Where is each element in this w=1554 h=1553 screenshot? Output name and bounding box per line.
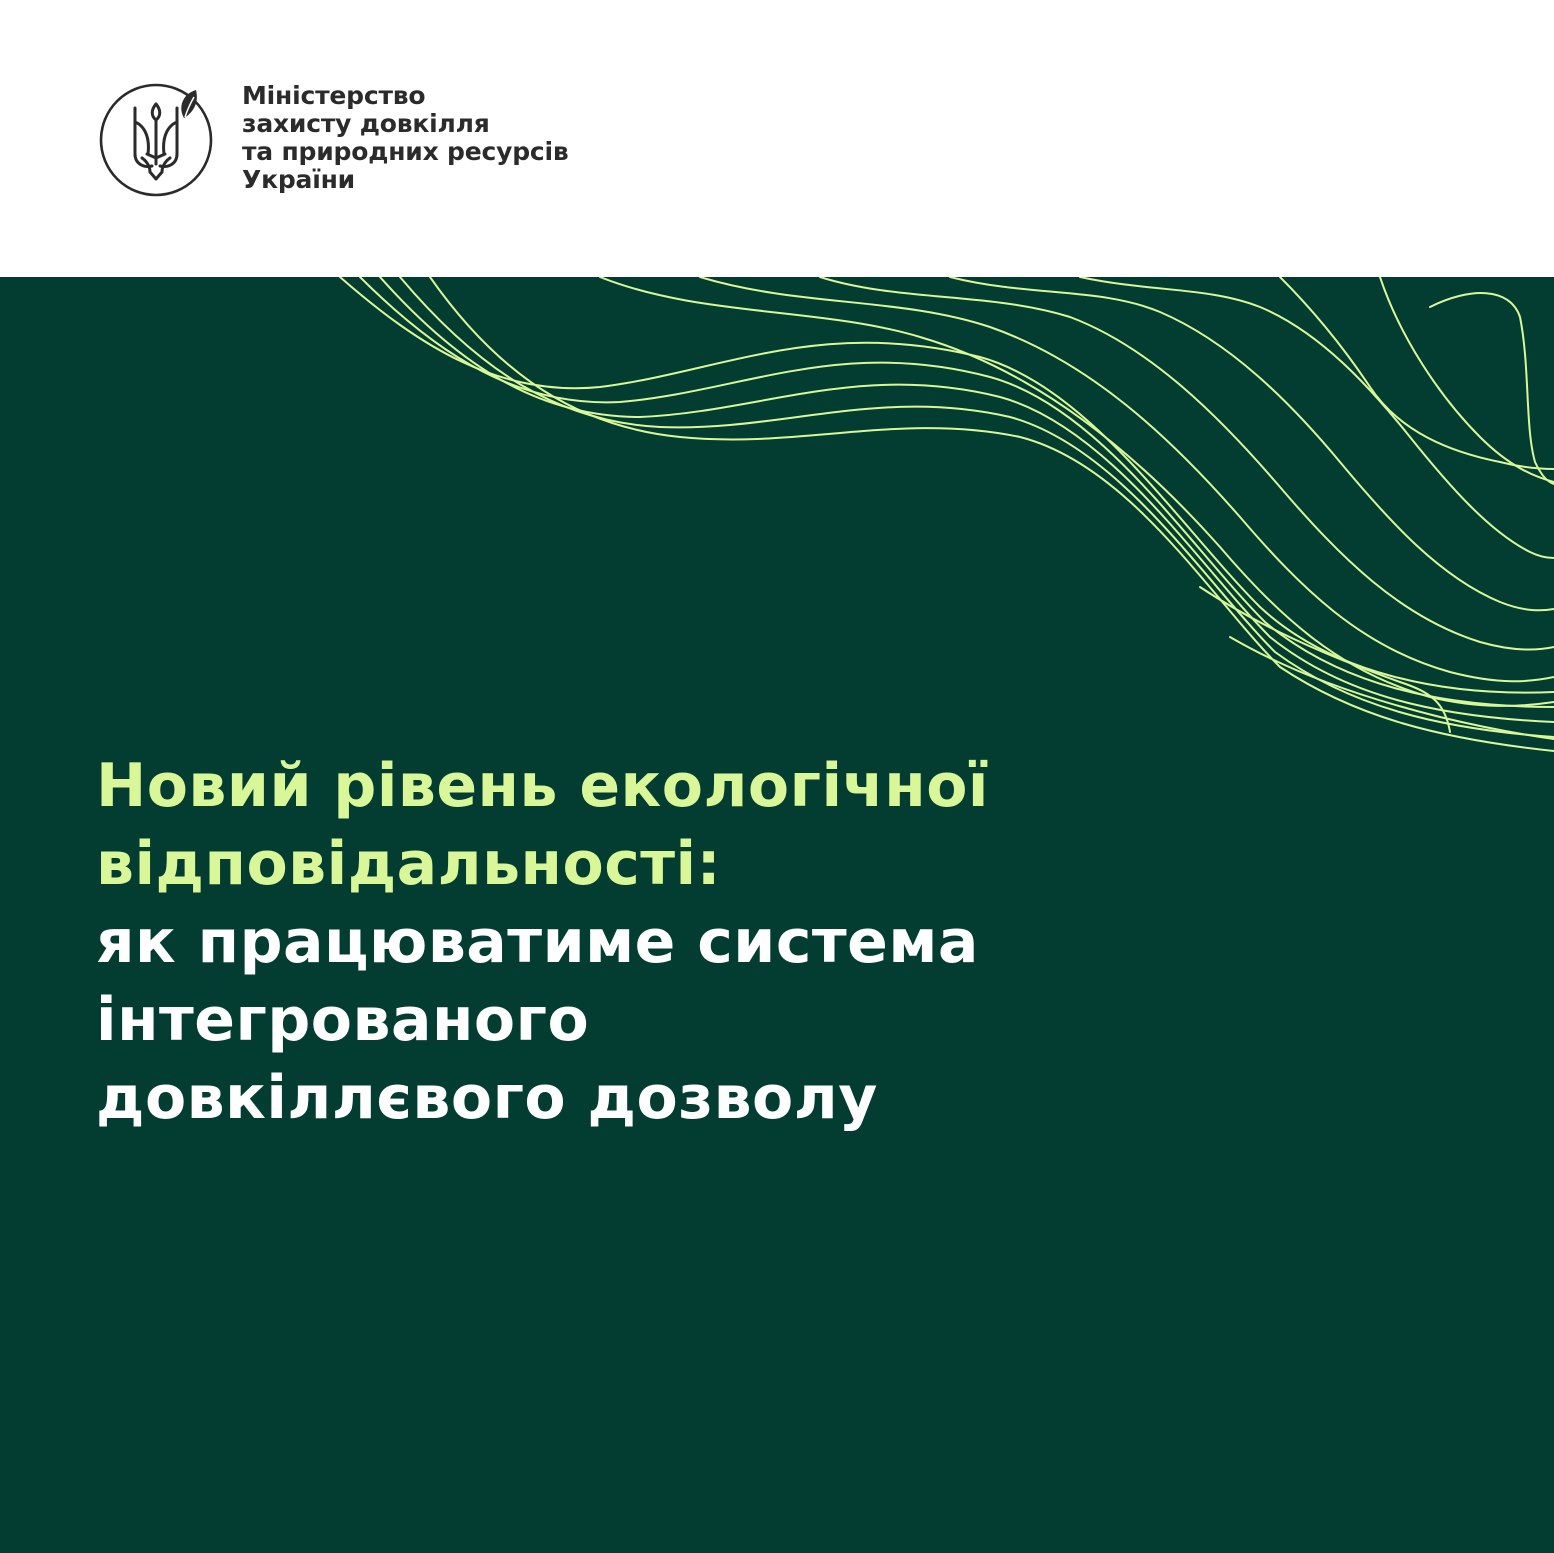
ministry-name-line: України [242, 165, 355, 194]
headline [96, 747, 989, 1137]
ministry-name-line: захисту довкілля [242, 109, 490, 138]
hero-banner [0, 277, 1554, 1553]
wave-lines-icon [0, 277, 1554, 797]
headline-line: інтегрованого [96, 985, 590, 1055]
ministry-name [242, 82, 569, 194]
ministry-name-line: та природних ресурсів [242, 137, 569, 166]
ministry-header [0, 0, 1554, 277]
trident-with-leaf-icon [98, 82, 214, 198]
ministry-name-line: Міністерство [242, 81, 426, 110]
headline-accent-line: відповідальності: [96, 829, 722, 899]
headline-accent-line: Новий рівень екологічної [96, 751, 989, 821]
headline-line: довкіллєвого дозволу [96, 1063, 878, 1133]
headline-line: як працюватиме система [96, 907, 979, 977]
